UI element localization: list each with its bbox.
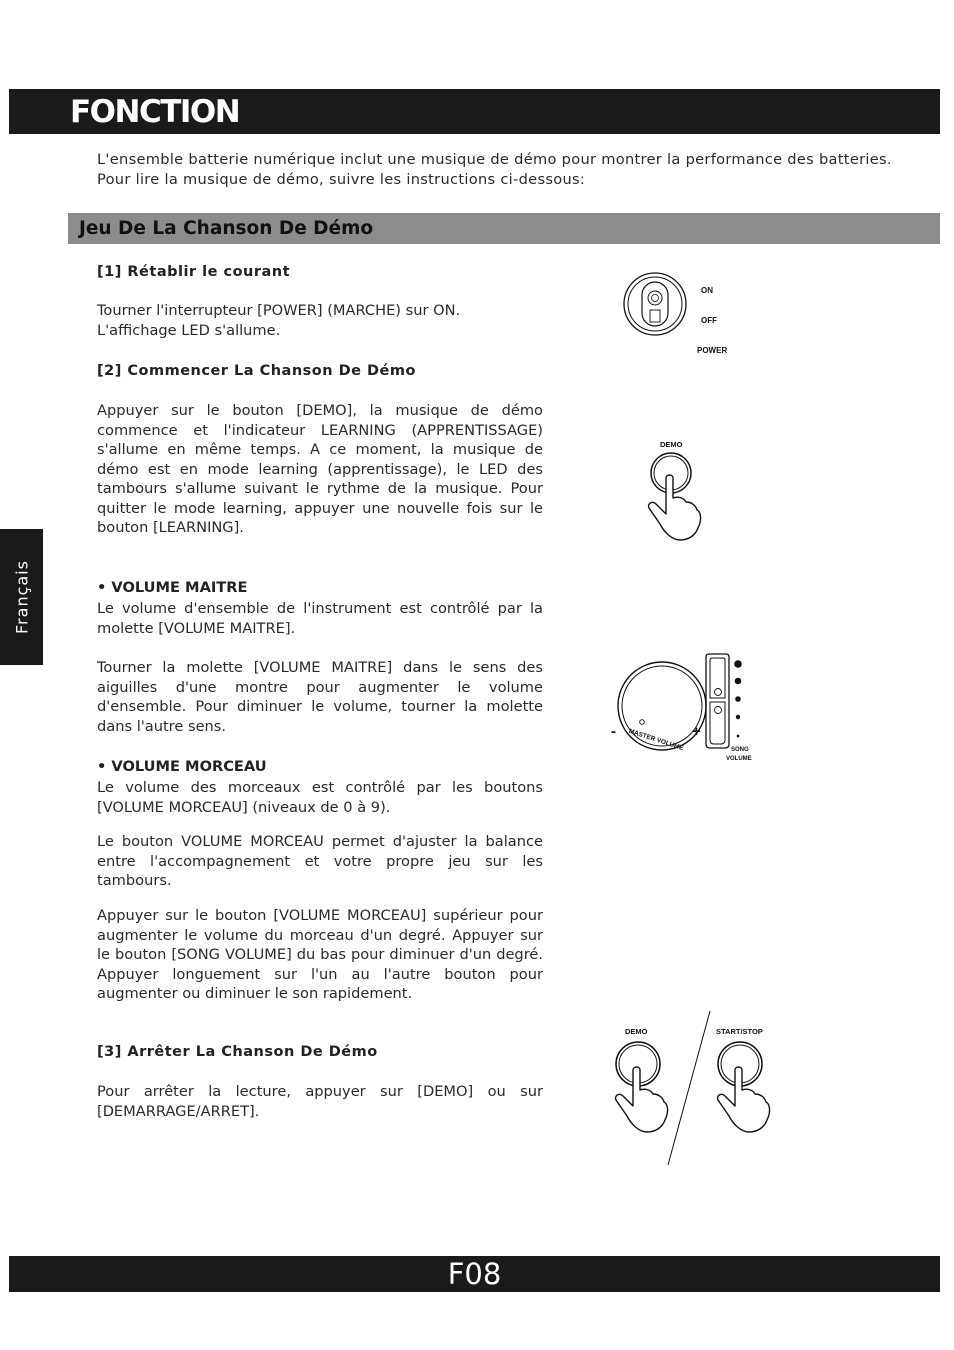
level-led-3: [735, 696, 741, 702]
volume-plus-label: +: [692, 723, 701, 740]
power-switch-knob-center: [652, 295, 659, 302]
power-off-label: OFF: [701, 316, 717, 325]
volume-morceau-heading: • VOLUME MORCEAU: [97, 758, 267, 775]
song-volume-up-dot: [715, 689, 722, 696]
step-3-text: Pour arrêter la lecture, appuyer sur [DEMO] ou sur [DEMARRAGE/ARRET].: [97, 1083, 543, 1120]
step-2-title: [2] Commencer La Chanson De Démo: [97, 363, 416, 379]
song-volume-panel: [706, 654, 729, 748]
master-volume-figure: [608, 652, 758, 767]
level-led-5: [737, 735, 740, 738]
power-on-label: ON: [701, 286, 713, 295]
power-switch-toggle: [642, 282, 668, 326]
demo-button-figure: [640, 436, 720, 551]
stop-demo-label: DEMO: [625, 1027, 648, 1036]
footer-bar: [9, 1256, 940, 1292]
level-led-1: [734, 660, 742, 668]
volume-maitre-p2: Tourner la molette [VOLUME MAITRE] dans le sens des aiguilles d'une montre pour augmenter le volume d'ensemble. Pour diminuer le volume, tourner la molette dans l'autre sens.: [97, 659, 543, 735]
volume-maitre-heading: • VOLUME MAITRE: [97, 579, 248, 596]
volume-morceau-p3: Appuyer sur le bouton [VOLUME MORCEAU] supérieur pour augmenter le volume du morceau d'un degré. Appuyer sur le bouton [SONG VOLUME] du bas pour diminuer d'un degré. Appuyer longuement sur l'un au l'autre bouton pour augmenter ou diminuer le son rapidement.: [97, 907, 543, 1002]
header-bar: [9, 89, 940, 134]
volume-maitre-p1: Le volume d'ensemble de l'instrument est contrôlé par la molette [VOLUME MAITRE].: [97, 600, 543, 637]
section-title: Jeu De La Chanson De Démo: [79, 218, 374, 239]
step-3-title: [3] Arrêter La Chanson De Démo: [97, 1044, 378, 1060]
song-volume-down-dot: [715, 707, 722, 714]
level-led-4: [736, 715, 740, 719]
volume-minus-label: -: [611, 723, 616, 740]
volume-morceau-p2: Le bouton VOLUME MORCEAU permet d'ajuster la balance entre l'accompagnement et votre propre jeu sur les tambours.: [97, 833, 543, 889]
hand-pointer-icon: [649, 475, 701, 540]
power-switch-inner-ring: [628, 277, 682, 331]
page-number: F08: [447, 1257, 502, 1291]
intro-paragraph: L'ensemble batterie numérique inclut une musique de démo pour montrer la performance des batteries. Pour lire la musique de démo, suivre les instructions ci-dessous:: [97, 151, 892, 188]
song-volume-label-2: VOLUME: [726, 756, 752, 762]
power-switch-knob: [648, 291, 662, 305]
language-tab: [0, 529, 43, 665]
section-bar: [68, 213, 940, 244]
song-volume-label-1: SONG: [731, 747, 749, 753]
startstop-label: START/STOP: [716, 1027, 763, 1036]
divider-line: [668, 1011, 710, 1165]
song-volume-up-button: [710, 658, 725, 698]
power-switch-figure: [620, 268, 740, 363]
step-2-text: Appuyer sur le bouton [DEMO], la musique de démo commence et l'indicateur LEARNING (APPRENTISSAGE) s'allume en même temps. A ce moment, la musique de démo est en mode learning (apprentissage), le LED des tambours s'allume suivant le rythme de la musique. Pour quitter le mode learning, appuyer une nouvelle fois sur le bouton [LEARNING].: [97, 402, 543, 536]
volume-morceau-p1: Le volume des morceaux est contrôlé par les boutons [VOLUME MORCEAU] (niveaux de 0 à 9).: [97, 779, 543, 816]
language-label: Français: [12, 560, 31, 634]
master-volume-label: MASTER VOLUME: [627, 727, 685, 753]
demo-label: DEMO: [660, 440, 683, 449]
song-volume-down-button: [710, 702, 725, 744]
knob-indicator-dot: [640, 720, 645, 725]
power-label: POWER: [697, 346, 728, 355]
step-1-text: Tourner l'interrupteur [POWER] (MARCHE) sur ON. L'affichage LED s'allume.: [97, 302, 461, 339]
step-1-title: [1] Rétablir le courant: [97, 264, 291, 280]
level-led-2: [735, 678, 742, 685]
page-title: FONCTION: [70, 94, 240, 130]
power-switch-notch: [650, 310, 660, 322]
stop-buttons-figure: [606, 1008, 776, 1168]
